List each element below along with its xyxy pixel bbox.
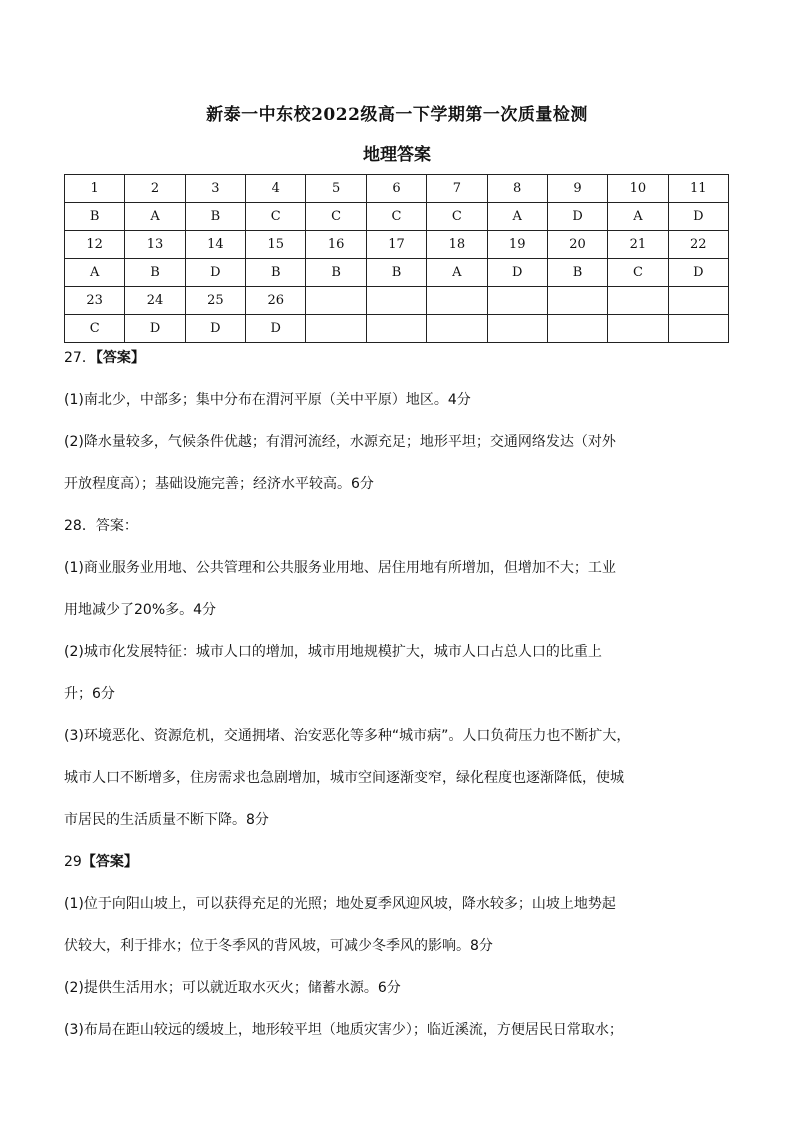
table-cell: C (608, 259, 668, 287)
table-cell (608, 287, 668, 315)
q28-answer-2-line-1: (2)城市化发展特征：城市人口的增加，城市用地规模扩大，城市人口占总人口的比重上 (64, 644, 602, 660)
table-cell (487, 287, 547, 315)
table-cell: 12 (65, 231, 125, 259)
table-cell: 21 (608, 231, 668, 259)
table-cell (668, 287, 728, 315)
table-cell: B (65, 203, 125, 231)
table-cell: 20 (547, 231, 607, 259)
table-cell (427, 287, 487, 315)
table-cell: B (547, 259, 607, 287)
table-row-numbers-2 (65, 231, 729, 259)
table-cell: B (185, 203, 245, 231)
table-cell: 8 (487, 175, 547, 203)
q29-number: 29 (64, 854, 82, 870)
table-cell: 19 (487, 231, 547, 259)
table-cell: C (306, 203, 366, 231)
table-cell: 3 (185, 175, 245, 203)
q27-number: 27． (64, 350, 96, 366)
table-cell: 17 (366, 231, 426, 259)
q28-answer-2-line-2: 升；6分 (64, 686, 115, 702)
table-cell: 14 (185, 231, 245, 259)
table-cell: D (246, 315, 306, 343)
q28-answer-1-line-1: (1)商业服务业用地、公共管理和公共服务业用地、居住用地有所增加，但增加不大；工业 (64, 560, 616, 576)
table-cell: 4 (246, 175, 306, 203)
table-cell: 2 (125, 175, 185, 203)
table-row-numbers-3 (65, 287, 729, 315)
table-cell: 11 (668, 175, 728, 203)
table-row-answers-1 (65, 203, 729, 231)
table-cell: 22 (668, 231, 728, 259)
q27-answer-mark: 【答案】 (95, 350, 145, 366)
table-cell: D (547, 203, 607, 231)
table-cell: A (125, 203, 185, 231)
table-cell: 23 (65, 287, 125, 315)
table-cell: A (487, 203, 547, 231)
table-cell: C (65, 315, 125, 343)
q27-answer-1: (1)南北少，中部多；集中分布在渭河平原（关中平原）地区。4分 (64, 392, 471, 408)
table-cell: 15 (246, 231, 306, 259)
table-cell: 10 (608, 175, 668, 203)
table-cell: 16 (306, 231, 366, 259)
answer-table (64, 174, 729, 343)
q27-heading (64, 348, 744, 369)
page-subtitle: 地理答案 (363, 145, 431, 165)
q28-answer-3-line-1: (3)环境恶化、资源危机，交通拥堵、治安恶化等多种“城市病”。人口负荷压力也不断扩大， (64, 728, 631, 744)
q29-answer-1-line-1: (1)位于向阳山坡上，可以获得充足的光照；地处夏季风迎风坡，降水较多；山坡上地势起 (64, 896, 616, 912)
table-cell: D (668, 259, 728, 287)
table-cell: 9 (547, 175, 607, 203)
q28-answer-1-line-2: 用地减少了20%多。4分 (64, 602, 217, 618)
table-row-numbers-1 (65, 175, 729, 203)
table-cell (487, 315, 547, 343)
table-cell: B (366, 259, 426, 287)
table-cell: C (427, 203, 487, 231)
table-row-answers-3 (65, 315, 729, 343)
table-cell: D (185, 315, 245, 343)
table-cell (366, 287, 426, 315)
table-cell (427, 315, 487, 343)
table-cell: C (366, 203, 426, 231)
q28-answer-3-line-2: 城市人口不断增多，住房需求也急剧增加，城市空间逐渐变窄，绿化程度也逐渐降低，使城 (64, 770, 624, 786)
table-cell (608, 315, 668, 343)
table-cell: 13 (125, 231, 185, 259)
table-cell (306, 315, 366, 343)
table-cell: D (487, 259, 547, 287)
table-cell: 18 (427, 231, 487, 259)
answer-body (64, 348, 744, 1041)
table-cell: A (608, 203, 668, 231)
table-cell: A (65, 259, 125, 287)
q29-heading (64, 852, 744, 873)
table-cell: 7 (427, 175, 487, 203)
q27-answer-2-line-2: 开放程度高）；基础设施完善；经济水平较高。6分 (64, 476, 374, 492)
q27-answer-2-line-1: (2)降水量较多，气候条件优越；有渭河流经，水源充足；地形平坦；交通网络发达（对外 (64, 434, 616, 450)
table-cell: 1 (65, 175, 125, 203)
table-cell (668, 315, 728, 343)
table-cell: 5 (306, 175, 366, 203)
table-cell: B (125, 259, 185, 287)
q29-answer-mark: 【答案】 (81, 854, 138, 870)
table-cell: C (246, 203, 306, 231)
table-cell: B (246, 259, 306, 287)
table-cell: D (125, 315, 185, 343)
table-cell (306, 287, 366, 315)
table-cell: 25 (185, 287, 245, 315)
table-cell: 24 (125, 287, 185, 315)
table-cell: D (185, 259, 245, 287)
table-cell (547, 287, 607, 315)
page-title: 新泰一中东校2022级高一下学期第一次质量检测 (206, 105, 588, 125)
q29-answer-3-line-1: (3)布局在距山较远的缓坡上，地形较平坦（地质灾害少）；临近溪流，方便居民日常取水； (64, 1022, 623, 1038)
q29-answer-2: (2)提供生活用水；可以就近取水灭火；储蓄水源。6分 (64, 980, 401, 996)
table-cell: D (668, 203, 728, 231)
q28-answer-3-line-3: 市居民的生活质量不断下降。8分 (64, 812, 269, 828)
table-row-answers-2 (65, 259, 729, 287)
q28-heading: 28．答案： (64, 518, 138, 534)
table-cell (547, 315, 607, 343)
q29-answer-1-line-2: 伏较大，利于排水；位于冬季风的背风坡，可减少冬季风的影响。8分 (64, 938, 493, 954)
table-cell: 26 (246, 287, 306, 315)
table-cell: B (306, 259, 366, 287)
table-cell: 6 (366, 175, 426, 203)
table-cell (366, 315, 426, 343)
table-cell: A (427, 259, 487, 287)
